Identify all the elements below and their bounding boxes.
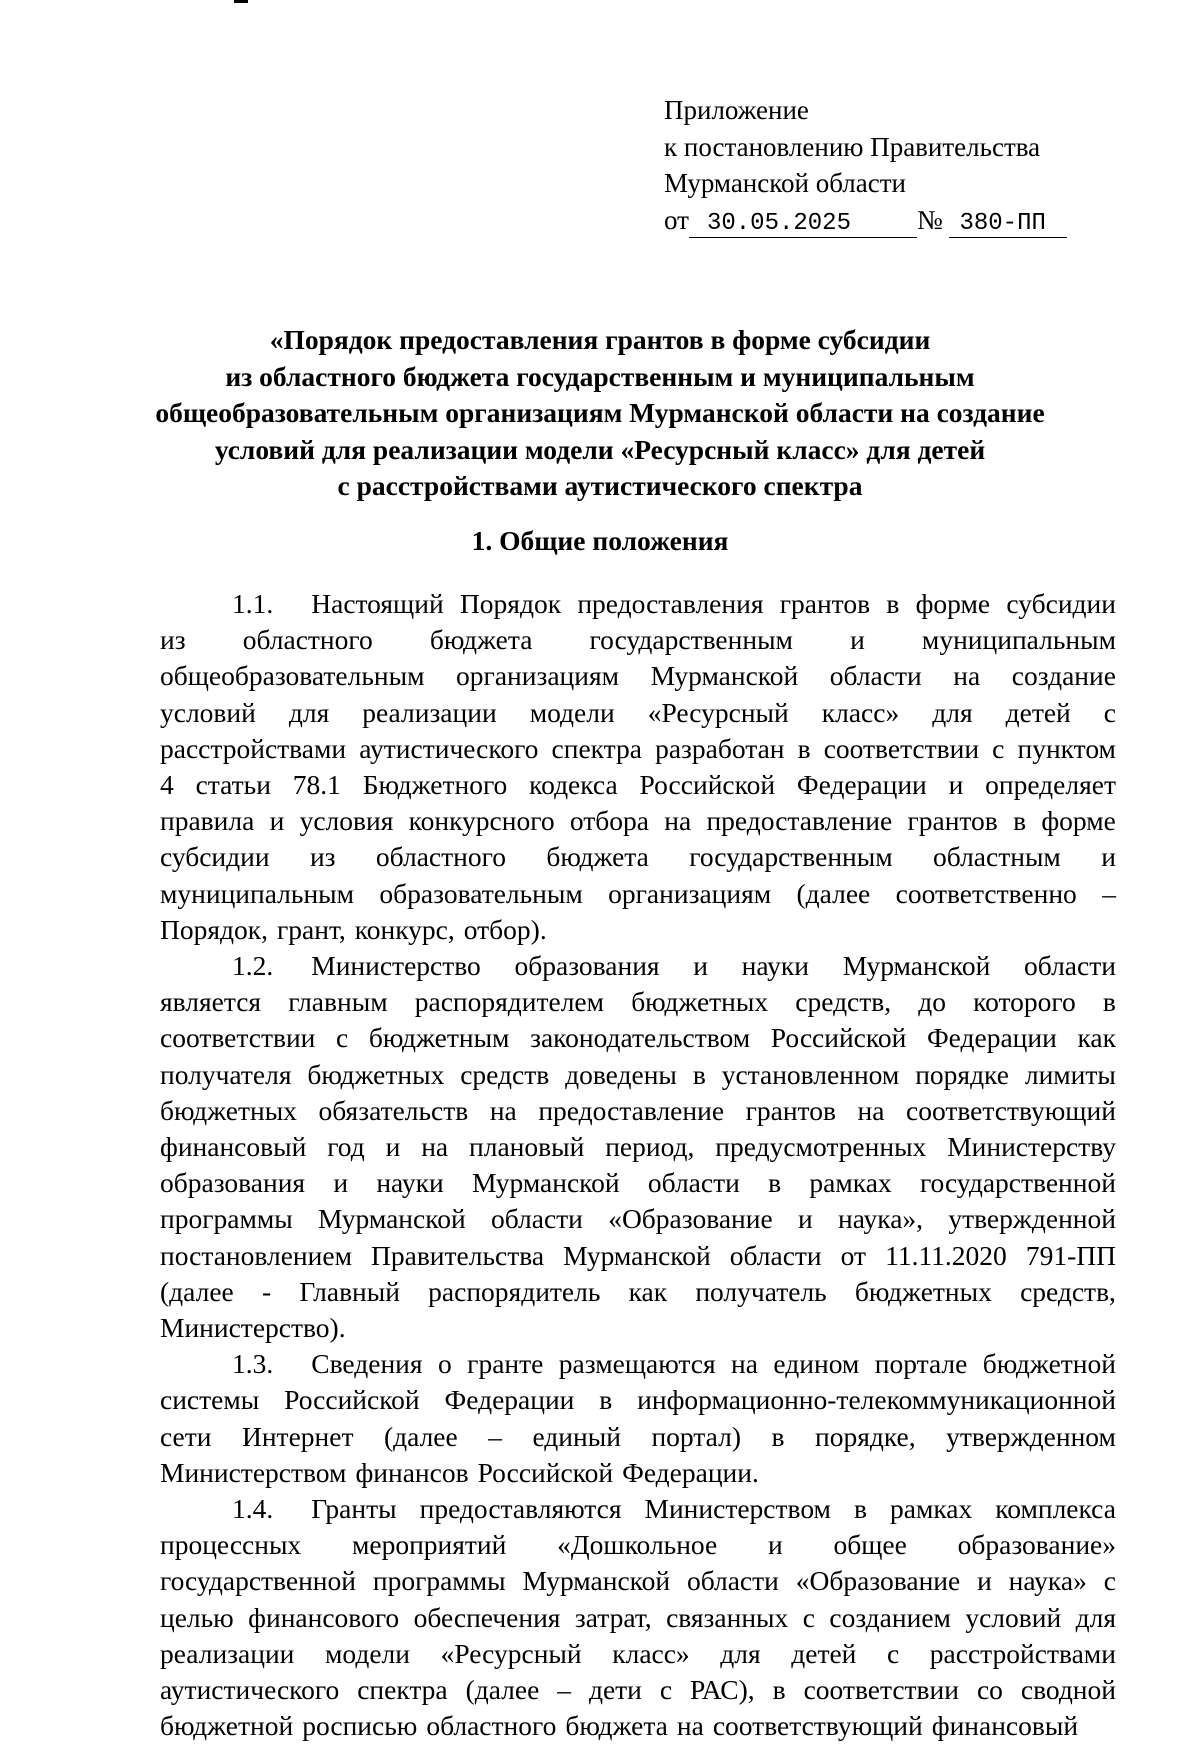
word: (далее — [796, 877, 871, 909]
word: сети — [160, 1420, 212, 1452]
paragraph-line — [160, 1636, 1116, 1672]
title-line: с расстройствами аутистического спектра — [337, 470, 863, 501]
word: на — [664, 805, 692, 837]
word: соответственно — [895, 877, 1077, 909]
word: Министерство — [311, 950, 481, 982]
word: Министерством — [160, 1456, 347, 1488]
word: создание — [1011, 660, 1116, 692]
title-line: «Порядок предоставления грантов в форме субсидии — [269, 324, 931, 355]
word: Интернет — [241, 1420, 354, 1452]
word: грантов — [745, 1094, 836, 1126]
word: бюджетным — [368, 1022, 510, 1054]
word: - — [261, 1275, 272, 1307]
word: области — [647, 1167, 740, 1199]
word: Мурманской — [471, 1167, 620, 1199]
word: Федерации — [444, 1384, 575, 1416]
appendix-line-2: к постановлению Правительства — [664, 131, 1041, 162]
word: период, — [605, 1131, 695, 1163]
word: (далее — [160, 1275, 234, 1307]
word: главным — [288, 986, 388, 1018]
word: конкурсного — [408, 805, 555, 837]
word: области — [1024, 950, 1116, 982]
word: сводной — [1020, 1674, 1116, 1706]
word: детей — [791, 1637, 857, 1669]
word: образования — [160, 1167, 306, 1199]
word: соответствующий — [906, 1094, 1116, 1126]
word: финансов — [355, 1456, 469, 1488]
word: на — [953, 660, 981, 692]
word: (далее — [383, 1420, 458, 1452]
word: субсидии — [1006, 588, 1116, 619]
word: Министерство). — [160, 1312, 346, 1344]
word: «Ресурсный — [647, 696, 789, 728]
word: соответствии — [823, 732, 980, 764]
word: доведены — [565, 1058, 677, 1090]
word: «Образование — [795, 1565, 961, 1597]
word: пунктом — [1017, 732, 1116, 764]
paragraph — [160, 1491, 1116, 1744]
word: распорядитель — [428, 1275, 601, 1307]
paragraph-line — [160, 1165, 1116, 1201]
word: государственной — [160, 1565, 356, 1597]
word: средств, — [1020, 1275, 1116, 1307]
section-heading: 1. Общие положения — [471, 525, 729, 556]
word: в — [772, 1674, 786, 1706]
paragraph-line — [160, 876, 1116, 912]
word: единый — [532, 1420, 621, 1452]
word: средств, — [795, 986, 892, 1018]
word: государственным — [589, 624, 793, 656]
word: аутистического — [160, 1674, 340, 1706]
word: спектра — [357, 1674, 448, 1706]
word: науки — [376, 1167, 444, 1199]
word: Порядок — [459, 588, 562, 619]
word: Мурманской — [318, 1203, 466, 1235]
word: субсидии — [160, 841, 270, 873]
word: в — [1102, 986, 1116, 1018]
word: бюджетной — [160, 1710, 294, 1742]
word: спектра — [551, 732, 642, 764]
paragraph — [160, 1346, 1116, 1491]
word: в — [1013, 805, 1027, 837]
word: кодекса — [529, 769, 618, 801]
paragraph-text — [311, 1346, 1116, 1382]
word: дети — [588, 1674, 642, 1706]
word: получателя — [160, 1058, 292, 1090]
word: и — [850, 624, 865, 656]
word: государственным — [689, 841, 893, 873]
word: соответствии — [160, 1022, 316, 1054]
paragraph-number: 1.3. — [232, 1348, 274, 1380]
word: – — [488, 1420, 502, 1452]
word: общеобразовательным — [160, 660, 425, 692]
word: в — [692, 1058, 706, 1090]
word: с — [992, 732, 1005, 764]
word: и — [948, 769, 964, 801]
word: в — [853, 1493, 867, 1525]
word: в — [771, 1420, 785, 1452]
word: бюджета — [565, 1710, 668, 1742]
word: мероприятий — [351, 1529, 507, 1561]
paragraph-line — [160, 695, 1116, 731]
word: порядке, — [814, 1420, 916, 1452]
paragraph-line — [160, 1382, 1116, 1418]
word: с — [1103, 1565, 1116, 1597]
word: Российской — [770, 1022, 907, 1054]
word: Российской — [477, 1456, 614, 1488]
paragraph-line — [160, 1563, 1116, 1599]
paragraph-number: 1.1. — [232, 588, 274, 619]
word: предоставление — [706, 805, 893, 837]
word: рамках — [889, 1493, 973, 1525]
word: Федерации — [796, 769, 927, 801]
word: общее — [833, 1529, 907, 1561]
word: с — [802, 1601, 815, 1633]
word: науки — [741, 950, 810, 982]
word: о — [437, 1348, 452, 1380]
word: обязательств — [318, 1094, 469, 1126]
word: Федерации — [926, 1022, 1057, 1054]
word: и — [977, 1565, 992, 1597]
date-value: 30.05.2025 — [689, 211, 917, 238]
paragraph-line — [160, 1346, 1116, 1382]
word: затрат, — [574, 1601, 652, 1633]
paragraph-line — [160, 1020, 1116, 1056]
word: муниципальным — [160, 877, 355, 909]
word: (далее — [465, 1674, 540, 1706]
word: детей — [1005, 696, 1071, 728]
word: бюджетных — [854, 1275, 992, 1307]
word: 791-ПП — [1025, 1239, 1116, 1271]
appendix-line-1: Приложение — [664, 95, 809, 125]
word: лимиты — [1024, 1058, 1116, 1090]
word: предусмотренных — [715, 1131, 927, 1163]
word: является — [160, 986, 262, 1018]
word: реализации — [160, 1637, 295, 1669]
word: «Образование — [608, 1203, 773, 1235]
word: образовательным — [379, 877, 583, 909]
paragraph-line — [160, 1600, 1116, 1636]
paragraph-line — [160, 839, 1116, 875]
paragraph — [160, 948, 1116, 1346]
word: 78.1 — [292, 769, 341, 801]
word: программы — [372, 1565, 506, 1597]
word: распорядителем — [414, 986, 605, 1018]
scan-mark — [234, 0, 248, 3]
word: Мурманской — [650, 660, 799, 692]
word: разработан — [655, 732, 785, 764]
word: Мурманской — [522, 1565, 671, 1597]
word: процессных — [160, 1529, 302, 1561]
word: модели — [325, 1637, 410, 1669]
word: созданием — [829, 1601, 951, 1633]
paragraph-number: 1.2. — [232, 950, 274, 982]
word: росписью — [302, 1710, 418, 1742]
word: как — [1077, 1022, 1116, 1054]
word: Бюджетного — [362, 769, 508, 801]
word: информационно-телекоммуникационной — [637, 1384, 1116, 1416]
paragraph-line — [160, 984, 1116, 1020]
paragraph-line — [160, 1310, 1116, 1346]
word: на — [731, 1348, 758, 1380]
title-line: из областного бюджета государственным и муниципальным — [225, 360, 975, 392]
word: грантов — [779, 588, 871, 619]
paragraph-line — [160, 1201, 1116, 1237]
word: Правительства — [371, 1239, 545, 1271]
word: государственной — [919, 1167, 1116, 1199]
word: соответствующий — [712, 1710, 923, 1742]
word: с — [1103, 696, 1116, 728]
word: рамках — [809, 1167, 892, 1199]
paragraph-line — [160, 1274, 1116, 1310]
word: обеспечения — [413, 1601, 561, 1633]
word: с — [886, 1637, 900, 1669]
word: форме — [915, 588, 991, 619]
word: для — [288, 696, 330, 728]
word: на — [421, 1131, 449, 1163]
word: в — [886, 588, 900, 619]
paragraph-line — [160, 1419, 1116, 1455]
word: 4 — [160, 769, 174, 801]
paragraph-line — [160, 586, 1116, 622]
word: бюджетных — [631, 986, 769, 1018]
word: с — [336, 1022, 349, 1054]
paragraph-text — [311, 948, 1116, 984]
word: Настоящий — [311, 588, 444, 619]
word: областного — [375, 841, 506, 873]
word: бюджетных — [307, 1058, 445, 1090]
paragraph-line — [160, 948, 1116, 984]
paragraph — [160, 586, 1116, 948]
word: утвержденной — [948, 1203, 1116, 1235]
word: «Ресурсный — [440, 1637, 582, 1669]
word: организациям — [456, 660, 620, 692]
word: со — [976, 1674, 1003, 1706]
word: для — [1075, 1601, 1116, 1633]
word: порядке — [915, 1058, 1009, 1090]
word: бюджета — [429, 624, 533, 656]
date-prefix: от — [664, 204, 689, 235]
word: в — [599, 1384, 613, 1416]
word: «Дошкольное — [557, 1529, 718, 1561]
paragraph-line — [160, 658, 1116, 694]
word: как — [628, 1275, 668, 1307]
word: наука» — [1008, 1565, 1087, 1597]
word: получатель — [695, 1275, 827, 1307]
word: и — [1101, 841, 1116, 873]
appendix-line-3: Мурманской области — [664, 168, 906, 198]
document-title — [130, 322, 1070, 505]
word: предоставляются — [419, 1493, 622, 1525]
word: предоставление — [538, 1094, 725, 1126]
word: комплекса — [995, 1493, 1116, 1525]
paragraph-text — [311, 1491, 1116, 1527]
paragraph-line — [160, 1057, 1116, 1093]
word: Порядок, — [160, 913, 268, 945]
word: и — [693, 950, 708, 982]
word: бюджетной — [982, 1348, 1116, 1380]
word: в — [768, 1167, 782, 1199]
word: определяет — [985, 769, 1116, 801]
word: условий — [160, 696, 256, 728]
word: Российской — [639, 769, 776, 801]
word: на — [489, 1094, 517, 1126]
paragraph-number: 1.4. — [232, 1493, 274, 1525]
paragraph-line — [160, 1129, 1116, 1165]
paragraph-line — [160, 1527, 1116, 1563]
word: – — [1102, 877, 1116, 909]
word: и — [269, 805, 285, 837]
word: соответствии — [803, 1674, 959, 1706]
word: – — [557, 1674, 572, 1706]
word: предоставления — [577, 588, 764, 619]
word: установленном — [721, 1058, 900, 1090]
word: образования — [514, 950, 660, 982]
word: областного — [426, 1710, 557, 1742]
word: Главный — [299, 1275, 400, 1307]
paragraph-line — [160, 622, 1116, 658]
number-value: 380-ПП — [949, 211, 1067, 238]
word: Министерству — [947, 1131, 1116, 1163]
word: модели — [529, 696, 615, 728]
appendix-date-line — [664, 202, 1164, 239]
word: портал) — [651, 1420, 741, 1452]
word: условий — [965, 1601, 1062, 1633]
word: условия — [299, 805, 394, 837]
word: наука», — [837, 1203, 924, 1235]
word: муниципальным — [921, 624, 1116, 656]
word: Мурманской — [842, 950, 991, 982]
word: Российской — [284, 1384, 420, 1416]
word: в — [797, 732, 811, 764]
word: с — [659, 1674, 673, 1706]
word: бюджета — [546, 841, 649, 873]
word: программы — [160, 1203, 293, 1235]
word: образование» — [957, 1529, 1116, 1561]
word: до — [918, 986, 947, 1018]
word: аутистического — [359, 732, 539, 764]
word: грант, — [277, 913, 346, 945]
paragraph-line — [160, 912, 1116, 948]
word: для — [932, 696, 973, 728]
word: 11.11.2020 — [885, 1239, 1007, 1271]
word: реализации — [362, 696, 497, 728]
word: расстройствами — [160, 732, 347, 764]
paragraph-line — [160, 1238, 1116, 1274]
word: областным — [933, 841, 1061, 873]
word: конкурс, — [354, 913, 455, 945]
paragraph-line — [160, 803, 1116, 839]
word: отбор). — [463, 913, 547, 945]
word: целью — [160, 1601, 234, 1633]
word: форме — [1041, 805, 1116, 837]
word: области — [829, 660, 922, 692]
word: едином — [773, 1348, 860, 1380]
number-prefix: № — [916, 204, 943, 235]
word: организациям — [608, 877, 772, 909]
word: отбора — [569, 805, 649, 837]
paragraph-line — [160, 1093, 1116, 1129]
word: Мурманской — [563, 1239, 711, 1271]
word: год — [327, 1131, 365, 1163]
word: области — [686, 1565, 779, 1597]
word: грантов — [907, 805, 998, 837]
word: расстройствами — [929, 1637, 1116, 1669]
appendix-header — [664, 92, 1164, 238]
word: из — [309, 841, 336, 873]
word: законодательством — [530, 1022, 751, 1054]
word: и — [385, 1131, 401, 1163]
word: и — [333, 1167, 349, 1199]
word: постановлением — [160, 1239, 352, 1271]
word: РАС), — [690, 1674, 755, 1706]
word: из — [160, 624, 186, 656]
word: гранте — [467, 1348, 544, 1380]
word: класс» — [612, 1637, 690, 1669]
word: которого — [973, 986, 1076, 1018]
word: средств — [460, 1058, 550, 1090]
paragraph-text — [311, 586, 1116, 622]
word: финансовый — [160, 1131, 307, 1163]
word: области — [729, 1239, 822, 1271]
word: утвержденном — [946, 1420, 1116, 1452]
word: на — [857, 1094, 885, 1126]
paragraph-line — [160, 1455, 1116, 1491]
word: от — [840, 1239, 867, 1271]
word: плановый — [469, 1131, 585, 1163]
title-line: общеобразовательным организациям Мурманской области на создание — [155, 397, 1045, 428]
word: бюджетных — [160, 1094, 297, 1126]
word: и — [768, 1529, 783, 1561]
word: области — [490, 1203, 583, 1235]
word: областного — [242, 624, 373, 656]
word: Сведения — [311, 1348, 423, 1380]
word: статьи — [195, 769, 271, 801]
paragraph-line — [160, 731, 1116, 767]
title-line: условий для реализации модели «Ресурсный класс» для детей — [214, 433, 986, 465]
word: для — [720, 1637, 761, 1669]
word: портале — [874, 1348, 968, 1380]
word: размещаются — [558, 1348, 716, 1380]
word: связанных — [666, 1601, 789, 1633]
word: финансовый — [931, 1710, 1079, 1742]
word: правила — [160, 805, 255, 837]
word: Федерации. — [622, 1456, 759, 1488]
paragraph-line — [160, 767, 1116, 803]
word: класс» — [821, 696, 900, 728]
word: Гранты — [311, 1493, 397, 1525]
word: финансового — [248, 1601, 400, 1633]
word: и — [797, 1203, 813, 1235]
word: Министерством — [644, 1493, 831, 1525]
paragraph-line — [160, 1491, 1116, 1527]
paragraph-line — [160, 1708, 1116, 1744]
word: системы — [160, 1384, 260, 1416]
document-body — [160, 586, 1116, 1745]
word: на — [676, 1710, 704, 1742]
